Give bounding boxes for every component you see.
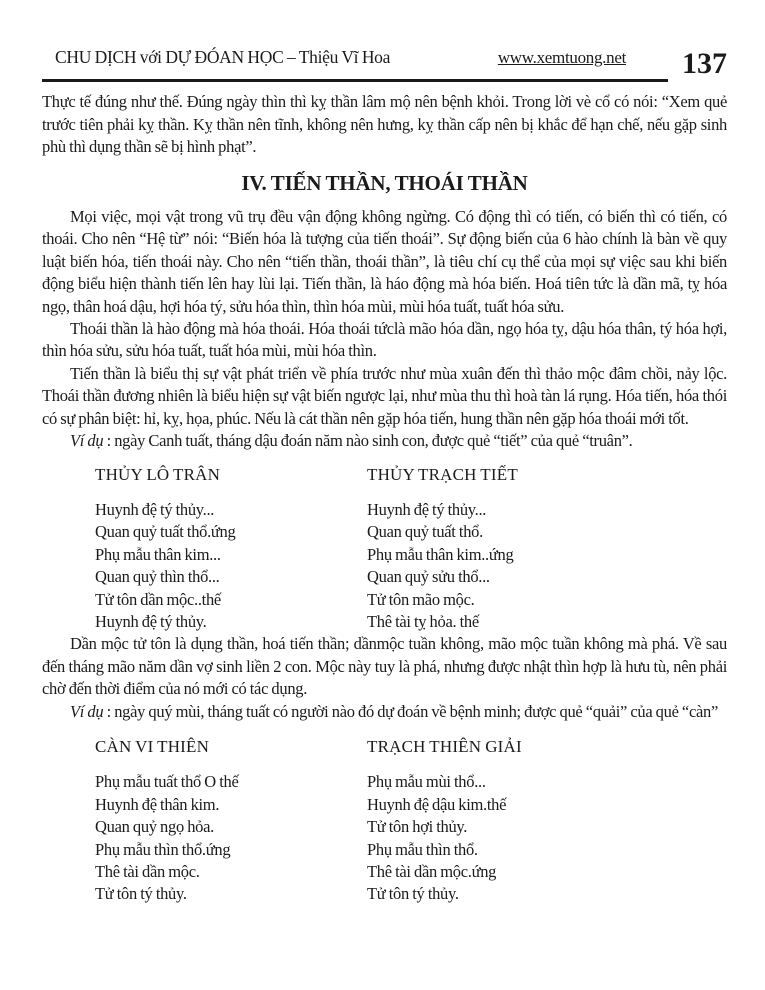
hexagram-line: Quan quỷ sửu thổ...: [367, 567, 490, 587]
paragraph: Dần mộc tử tôn là dụng thần, hoá tiến thần; dầnmộc tuần không, mão mộc tuần không mà phá. Về sau đến tháng mão năm dần vợ sinh liền 2 con. Mộc này tuy là phá, nhưng được nhật thìn hợp là hưu tù, nên phải chờ đến thời điểm của nó mới có tác dụng.: [42, 634, 727, 699]
paragraph: Mọi việc, mọi vật trong vũ trụ đều vận động không ngừng. Có động thì có tiến, có biến thì có tiến, có thoái. Cho nên “Hệ từ” nói: “Biến hóa là tượng của tiến thoái”. Sự động biến của 6 hào chính là bàn về quy luật biến hóa, tiến thoái này. Cho nên “tiến thần, thoái thần”, là tiêu chí cụ thể của mọi sự việc sau khi biến động biểu hiện thành tiến lên hay lùi lại. Tiến thần, là háo động mà hóa biến. Hoá tiên tức là dần mã, tỵ hóa ngọ, thân hoá dậu, hợi hóa tý, sửu hóa thìn, thìn hóa mùi, mùi hóa tuất, tuất hóa sửu.: [42, 207, 727, 316]
hexagram-column-left: [95, 464, 367, 634]
hexagram-column-right: [367, 464, 518, 634]
hexagram-line: Tử tôn dần mộc..thế: [95, 589, 221, 609]
hexagram-line: Quan quỷ tuất thổ.: [367, 522, 483, 542]
hexagram-title: CÀN VI THIÊN: [95, 736, 210, 756]
hexagram-line: Huynh đệ dậu kim.thế: [367, 794, 507, 814]
hexagram-line: Quan quỷ tuất thổ.ứng: [95, 522, 236, 542]
hexagram-line: Huynh đệ tý thủy...: [367, 499, 487, 519]
hexagram-line: Thê tài dần mộc.ứng: [367, 862, 497, 881]
hexagram-title: TRẠCH THIÊN GIẢI: [367, 736, 522, 756]
hexagram-line: Phụ mẫu thân kim..ứng: [367, 544, 514, 564]
hexagram-line: Tử tôn tý thủy.: [367, 884, 459, 904]
example-text: : ngày quý mùi, tháng tuất có người nào đó dự đoán về bệnh minh; được quẻ “quải” của quẻ “càn”: [103, 701, 718, 721]
hexagram-title: THỦY LÔ TRÂN: [95, 464, 221, 484]
hexagram-line: Quan quỷ ngọ hỏa.: [95, 817, 214, 837]
hexagram-line: Tử tôn tý thủy.: [95, 884, 187, 904]
hexagram-line: Phụ mẫu mùi thổ...: [367, 772, 486, 792]
book-title: CHU DỊCH với DỰ ĐÓAN HỌC – Thiệu Vĩ Hoa: [55, 47, 391, 67]
example-label: Ví dụ: [70, 701, 104, 721]
hexagram-section-1: [42, 464, 727, 634]
hexagram-line: Quan quỷ thìn thổ...: [95, 567, 220, 587]
example-paragraph: [42, 430, 727, 452]
intro-paragraph: Thực tế đúng như thế. Đúng ngày thìn thì kỵ thần lâm mộ nên bệnh khỏi. Trong lời vè cổ có nói: “Xem quẻ trước tiên phải kỵ thần. Kỵ thần nên tĩnh, không nên hưng, kỵ thần cấp nên bị khắc để hạn chế, nếu gặp sinh phù thì dụng thần sẽ bị hình phạt”.: [42, 92, 727, 157]
hexagram-line: Tử tôn mão mộc.: [367, 589, 475, 609]
hexagram-line: Huynh đệ tý thủy.: [95, 611, 207, 631]
hexagram-line: Thê tài dần mộc.: [95, 862, 200, 881]
hexagram-line: Phụ mẫu thìn thổ.ứng: [95, 839, 231, 859]
example-label: Ví dụ: [70, 431, 104, 451]
hexagram-column-left: [95, 736, 367, 906]
hexagram-line: Tử tôn hợi thủy.: [367, 817, 468, 837]
example-text: : ngày Canh tuất, tháng dậu đoán năm nào sinh con, được quẻ “tiết” của quẻ “truân”.: [103, 431, 633, 451]
hexagram-line: Phụ mẫu tuất thổ O thế: [95, 772, 239, 792]
page-number: 137: [682, 47, 727, 81]
hexagram-line: Thê tài tỵ hỏa. thế: [367, 611, 479, 631]
hexagram-column-right: [367, 736, 522, 906]
example-paragraph: [42, 701, 727, 723]
site-link[interactable]: www.xemtuong.net: [497, 48, 626, 67]
paragraph: Tiến thần là biểu thị sự vật phát triển về phía trước như mùa xuân đến thì thảo mộc đâm chồi, nảy lộc. Thoái thần đương nhiên là biểu hiện sự vật biến ngược lại, như mùa thu thì hoà tàn lá rụng. Hóa tiến, hóa thói có sự phân biệt: hỉ, kỵ, họa, phúc. Nếu là cát thần nên gặp hóa tiến, hung thần nên gặp hóa thoái mới tốt.: [42, 363, 727, 428]
paragraph: Thoái thần là hào động mà hóa thoái. Hóa thoái tứclà mão hóa dần, ngọ hóa tỵ, dậu hóa thân, tý hóa hợi, thìn hóa sửu, sửu hóa tuất, tuất hóa mùi, mùi hóa thìn.: [42, 319, 727, 361]
hexagram-section-2: [42, 736, 727, 906]
page-header: [42, 46, 727, 82]
header-rule: [42, 46, 668, 82]
hexagram-line: Huynh đệ tý thủy...: [95, 499, 215, 519]
hexagram-line: Phụ mẫu thìn thổ.: [367, 839, 478, 859]
hexagram-line: Phụ mẫu thân kim...: [95, 544, 221, 564]
section-title: IV. TIẾN THẦN, THOÁI THẦN: [241, 170, 528, 195]
hexagram-line: Huynh đệ thân kim.: [95, 794, 220, 814]
hexagram-title: THỦY TRẠCH TIẾT: [367, 464, 518, 484]
